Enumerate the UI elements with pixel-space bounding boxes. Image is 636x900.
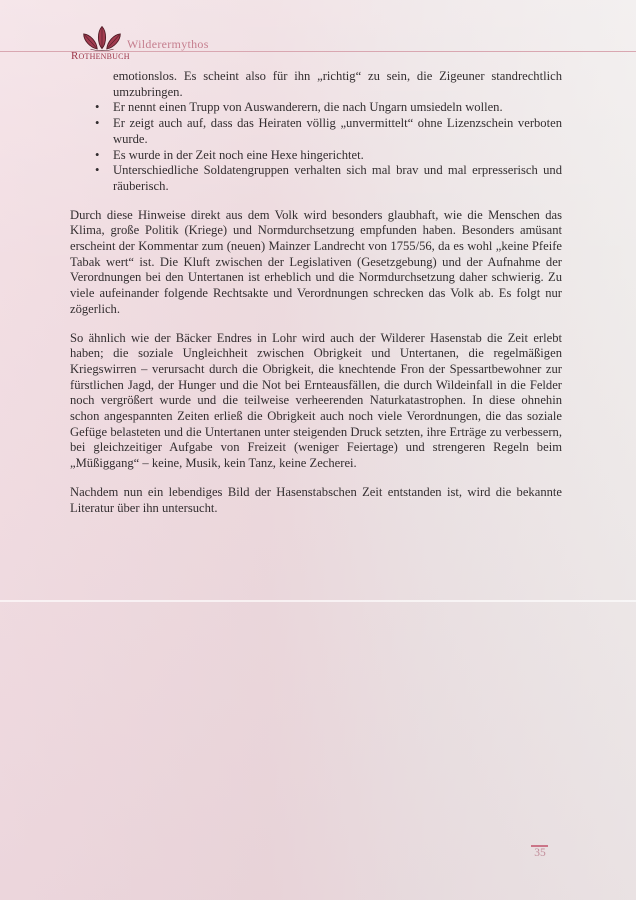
list-item: [70, 163, 562, 194]
bullet-icon: •: [95, 100, 100, 115]
paragraph: Durch diese Hinweise direkt aus dem Volk wird besonders glaubhaft, wie die Menschen das Klima, große Politik (Kriege) und Normdurchsetzung empfunden haben. Besonders amüsant erscheint der Kommentar zum (neuen) Mainzer Landrecht von 1755/56, da es wohl „keine Pfeife Tabak wert“ ist. Die Kluft zwischen der Legislativen (Gesetzgebung) und der Aufnahme der Verordnungen bei den Untertanen ist erheblich und die Normdurchsetzung daher schwierig. Zu viele aufeinander folgende Rechtsakte und Verordnungen schrecken das Volk ab. Es folgt nur zögerlich.: [70, 207, 562, 316]
list-item-continuation: emotionslos. Es scheint also für ihn „richtig“ zu sein, die Zigeuner standrechtlich umzubringen.: [113, 69, 562, 99]
bullet-icon: •: [95, 147, 100, 162]
running-header-title: Wilderermythos: [127, 37, 209, 51]
list-item-text: Er zeigt auch auf, dass das Heiraten völlig „unvermittelt“ ohne Lizenzschein verboten wurde.: [113, 116, 562, 146]
list-item: [70, 116, 562, 147]
logo-wordmark: Rothenbuch: [71, 50, 130, 62]
list-item: [70, 148, 562, 164]
page-body: [70, 69, 562, 516]
paragraph: So ähnlich wie der Bäcker Endres in Lohr wird auch der Wilderer Hasenstab die Zeit erlebt haben; die soziale Ungleichheit zwischen Obrigkeit und Untertanen, die regelmäßigen Kriegswirren – verursacht durch die Obrigkeit, die knechtende Fron der Spessartbewohner zur fürstlichen Jagd, der Hunger und die Not bei Ernteausfällen, die durch Wildeinfall in die Felder noch vergrößert wurde und die teilweise verheerenden Naturkatastrophen. In diese ohnehin schon angespannten Zeiten erließ die Obrigkeit auch noch viele Verordnungen, die das soziale Gefüge belasteten und die Untertanen unter steigenden Druck setzten, ihre Erträge zu verbessern, bei gleichzeitiger Aufgabe von Freizeit (weniger Feiertage) und strengeren Regeln beim „Müßiggang“ – keine, Musik, kein Tanz, keine Zecherei.: [70, 330, 562, 471]
list-item-text: Unterschiedliche Soldatengruppen verhalten sich mal brav und mal erpresserisch und räuberisch.: [113, 163, 562, 193]
background-band-line: [0, 600, 636, 602]
bullet-icon: •: [95, 163, 100, 178]
paragraph: Nachdem nun ein lebendiges Bild der Hasenstabschen Zeit entstanden ist, wird die bekannte Literatur über ihn untersucht.: [70, 484, 562, 515]
leaves-icon: [77, 26, 127, 53]
bullet-icon: •: [95, 116, 100, 131]
list-item-text: Er nennt einen Trupp von Auswanderern, die nach Ungarn umsiedeln wollen.: [113, 100, 503, 115]
page-number: 35: [534, 847, 546, 859]
list-item: [70, 100, 562, 116]
rothenbuch-logo: [71, 26, 130, 62]
list-item-text: Es wurde in der Zeit noch eine Hexe hingerichtet.: [113, 147, 364, 162]
